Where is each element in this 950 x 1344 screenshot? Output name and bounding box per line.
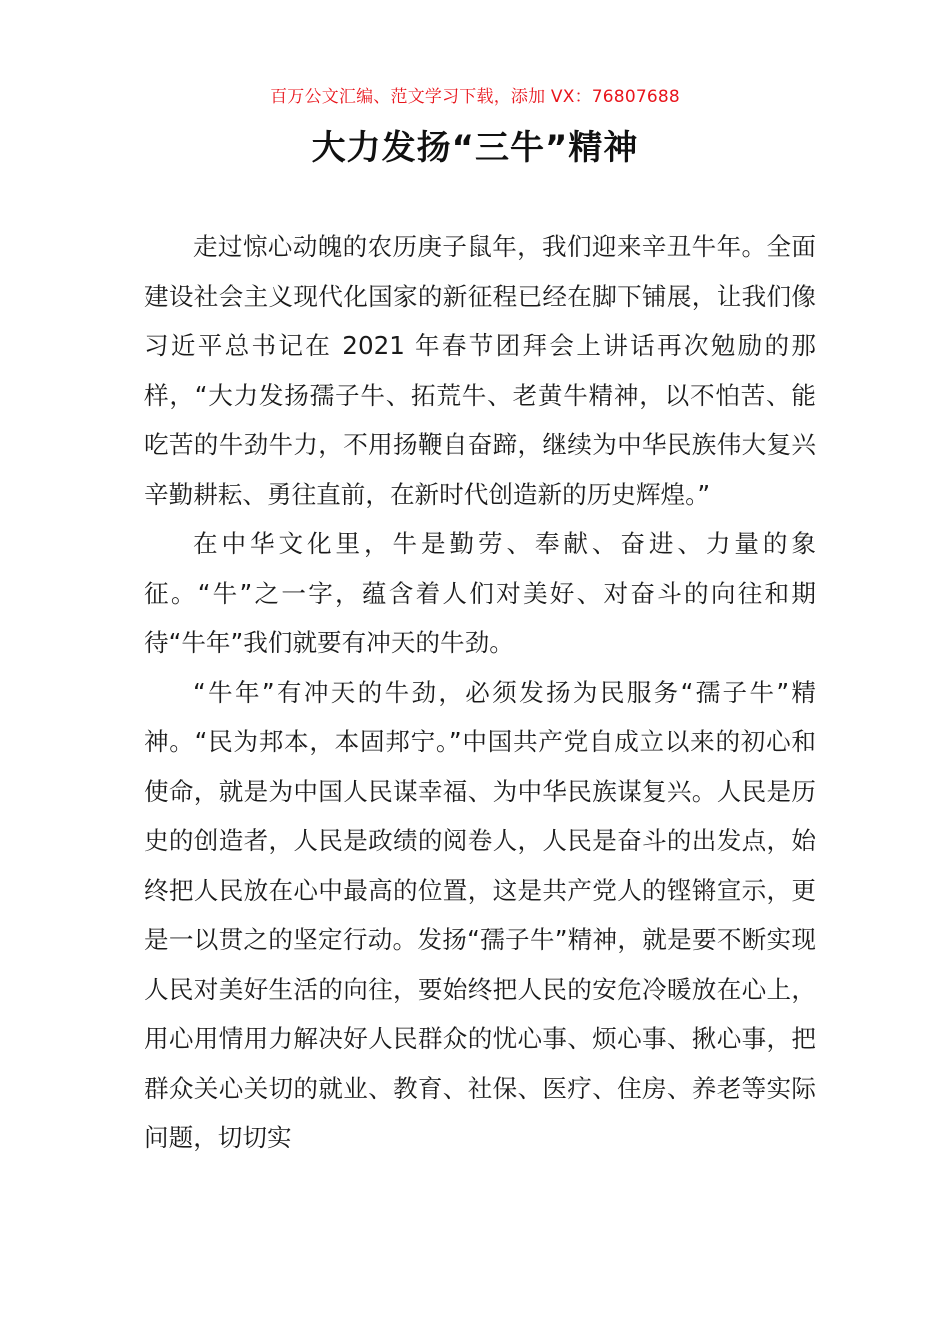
article-body [144,222,816,1163]
header-note: 百万公文汇编、范文学习下载，添加 VX：76807688 [270,87,680,107]
paragraph-3: “牛年”有冲天的牛劲，必须发扬为民服务“孺子牛”精神。“民为邦本，本固邦宁。”中国共产党自成立以来的初心和使命，就是为中国人民谋幸福、为中华民族谋复兴。人民是历史的创造者，人民是政绩的阅卷人，人民是奋斗的出发点，始终把人民放在心中最高的位置，这是共产党人的铿锵宣示，更是一以贯之的坚定行动。发扬“孺子牛”精神，就是要不断实现人民对美好生活的向往，要始终把人民的安危冷暖放在心上，用心用情用力解决好人民群众的忧心事、烦心事、揪心事，把群众关心关切的就业、教育、社保、医疗、住房、养老等实际问题，切切实 [144,677,816,1152]
page-title: 大力发扬“三牛”精神 [311,128,639,168]
paragraph-2: 在中华文化里，牛是勤劳、奉献、奋进、力量的象征。“牛”之一字，蕴含着人们对美好、对奋斗的向往和期待“牛年”我们就要有冲天的牛劲。 [144,529,816,657]
paragraph-1: 走过惊心动魄的农历庚子鼠年，我们迎来辛丑牛年。全面建设社会主义现代化国家的新征程已经在脚下铺展，让我们像习近平总书记在 2021 年春节团拜会上讲话再次勉励的那样，“大力发扬孺子牛、拓荒牛、老黄牛精神，以不怕苦、能吃苦的牛劲牛力，不用扬鞭自奋蹄，继续为中华民族伟大复兴辛勤耕耘、勇往直前，在新时代创造新的历史辉煌。” [144,232,816,509]
